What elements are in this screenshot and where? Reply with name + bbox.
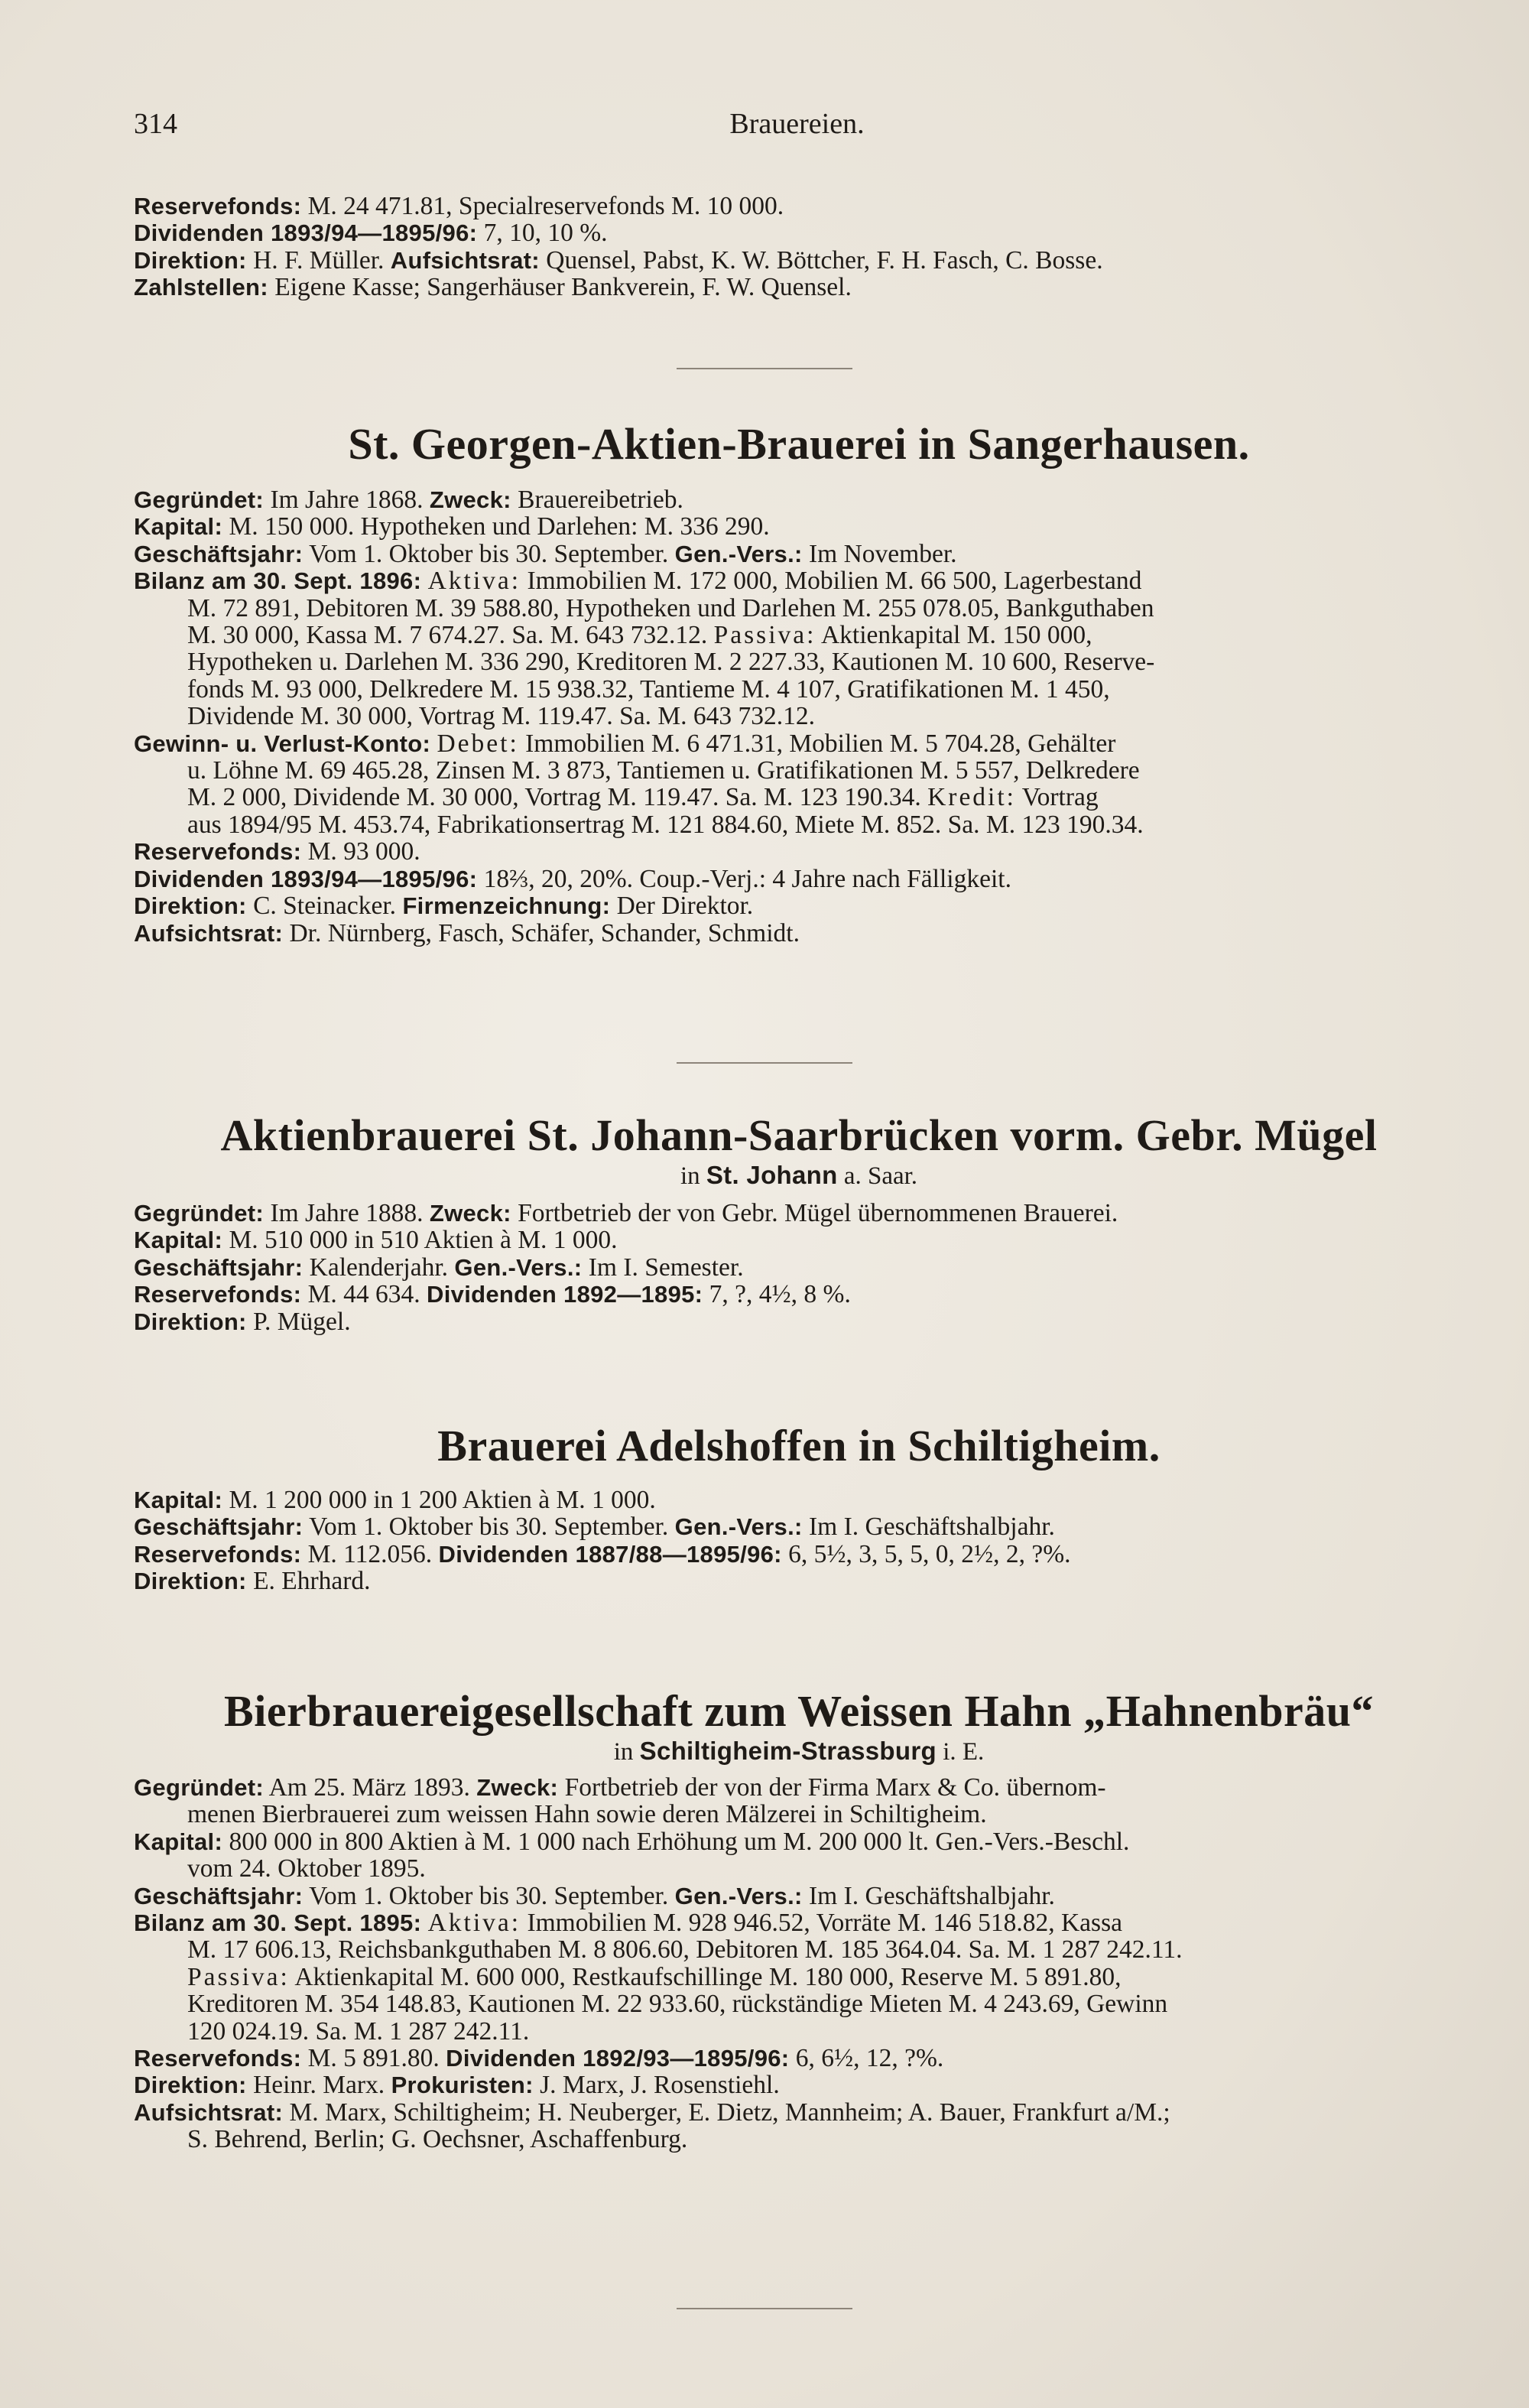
page-number: 314: [134, 108, 177, 140]
entry-title: Bierbrauereigesellschaft zum Weissen Hahn „Hahnenbräu“: [224, 1686, 1374, 1736]
entry-st-georgen: St. Georgen-Aktien-Brauerei in Sangerhausen. Gegründet: Im Jahre 1868. Zweck: Brauereibetrieb. Kapital: M. 150 000. Hypotheken und Darlehen: M. 336 290. Geschäftsjahr: Vom 1. Oktober bis 30. September. Gen.-Vers.: Im November. Bilanz am 30. Sept. 1896: Aktiva: Immobilien M. 172 000, Mobilien M. 66 500, Lagerbestand M. 72 891, Debitoren M. 39 588.80, Hypotheken und Darlehen M. 255 078.05, Bankguthaben M. 30 000, Kassa M. 7 674.27. Sa. M. 643 732.12. Passiva: Aktienkapital M. 150 000, Hypotheken u. Darlehen M. 336 290, Kreditoren M. 2 227.33, Kautionen M. 10 600, Reserve- fonds M. 93 000, Delkredere M. 15 938.32, Tantieme M. 4 107, Gratifikationen M. 1 450, Dividende M. 30 000, Vortrag M. 119.47. Sa. M. 643 732.12. Gewinn- u. Verlust-Konto: Debet: Immobilien M. 6 471.31, Mobilien M. 5 704.28, Gehälter u. Löhne M. 69 465.28, Zinsen M. 3 873, Tantiemen u. Gratifikationen M. 5 557, Delkredere M. 2 000, Dividende M. 30 000, Vortrag M. 119.47. Sa. M. 123 190.34. Kredit: Vortrag aus 1894/95 M. 453.74, Fabrikationsertrag M. 121 884.60, Miete M. 852. Sa. M. 123 190.34. Reservefonds: M. 93 000. Dividenden 1893/94—1895/96: 18⅔, 20, 20%. Coup.-Verj.: 4 Jahre nach Fälligkeit. Direktion: C. Steinacker. Firmenzeichnung: Der Direktor. Aufsichtsrat: Dr. Nürnberg, Fasch, Schäfer, Schander, Schmidt.: [134, 419, 1464, 947]
page-header: [134, 107, 1460, 153]
entry-st-johann: Aktienbrauerei St. Johann-Saarbrücken vorm. Gebr. Mügel in St. Johann a. Saar. Gegründet: Im Jahre 1888. Zweck: Fortbetrieb der von Gebr. Mügel übernommenen Brauerei. Kapital: M. 510 000 in 510 Aktien à M. 1 000. Geschäftsjahr: Kalenderjahr. Gen.-Vers.: Im I. Semester. Reservefonds: M. 44 634. Dividenden 1892—1895: 7, ?, 4½, 8 %. Direktion: P. Mügel.: [134, 1110, 1464, 1335]
entry-title: St. Georgen-Aktien-Brauerei in Sangerhausen.: [348, 419, 1250, 469]
entry-location: in St. Johann a. Saar.: [680, 1161, 918, 1190]
entry-title: Aktienbrauerei St. Johann-Saarbrücken vorm. Gebr. Mügel: [220, 1110, 1378, 1160]
entry-line: Direktion: H. F. Müller. Aufsichtsrat: Quensel, Pabst, K. W. Böttcher, F. H. Fasch, C. Bosse.: [134, 245, 1103, 275]
separator-rule: [677, 1062, 852, 1064]
entry-title: Brauerei Adelshoffen in Schiltigheim.: [437, 1421, 1161, 1470]
running-title: Brauereien.: [729, 108, 865, 140]
separator-rule: [677, 368, 852, 369]
entry-line: Reservefonds: M. 24 471.81, Specialreservefonds M. 10 000.: [134, 192, 784, 220]
entry-weissen-hahn: Bierbrauereigesellschaft zum Weissen Hahn „Hahnenbräu“ in Schiltigheim-Strassburg i. E. Gegründet: Am 25. März 1893. Zweck: Fortbetrieb der von der Firma Marx & Co. übernom- menen Bierbrauerei zum weissen Hahn sowie deren Mälzerei in Schiltigheim. Kapital: 800 000 in 800 Aktien à M. 1 000 nach Erhöhung um M. 200 000 lt. Gen.-Vers.-Beschl. vom 24. Oktober 1895. Geschäftsjahr: Vom 1. Oktober bis 30. September. Gen.-Vers.: Im I. Geschäftshalbjahr. Bilanz am 30. Sept. 1895: Aktiva: Immobilien M. 928 946.52, Vorräte M. 146 518.82, Kassa M. 17 606.13, Reichsbankguthaben M. 8 806.60, Debitoren M. 185 364.04. Sa. M. 1 287 242.11. Passiva: Aktienkapital M. 600 000, Restkaufschillinge M. 180 000, Reserve M. 5 891.80, Kreditoren M. 354 148.83, Kautionen M. 22 933.60, rückständige Mieten M. 4 243.69, Gewinn 120 024.19. Sa. M. 1 287 242.11. Reservefonds: M. 5 891.80. Dividenden 1892/93—1895/96: 6, 6½, 12, ?%. Direktion: Heinr. Marx. Prokuristen: J. Marx, J. Rosenstiehl. Aufsichtsrat: M. Marx, Schiltigheim; H. Neuberger, E. Dietz, Mannheim; A. Bauer, Frankfurt a/M.; S. Behrend, Berlin; G. Oechsner, Aschaffenburg.: [134, 1686, 1464, 2153]
previous-entry-tail: [134, 193, 1464, 301]
entry-line: Dividenden 1893/94—1895/96: 7, 10, 10 %.: [134, 219, 608, 248]
separator-rule: [677, 2308, 852, 2309]
entry-location: in Schiltigheim-Strassburg i. E.: [613, 1737, 985, 1766]
entry-line: Zahlstellen: Eigene Kasse; Sangerhäuser Bankverein, F. W. Quensel.: [134, 273, 852, 302]
entry-adelshoffen: Brauerei Adelshoffen in Schiltigheim. Kapital: M. 1 200 000 in 1 200 Aktien à M. 1 000. Geschäftsjahr: Vom 1. Oktober bis 30. September. Gen.-Vers.: Im I. Geschäftshalbjahr. Reservefonds: M. 112.056. Dividenden 1887/88—1895/96: 6, 5½, 3, 5, 5, 0, 2½, 2, ?%. Direktion: E. Ehrhard.: [134, 1421, 1464, 1595]
